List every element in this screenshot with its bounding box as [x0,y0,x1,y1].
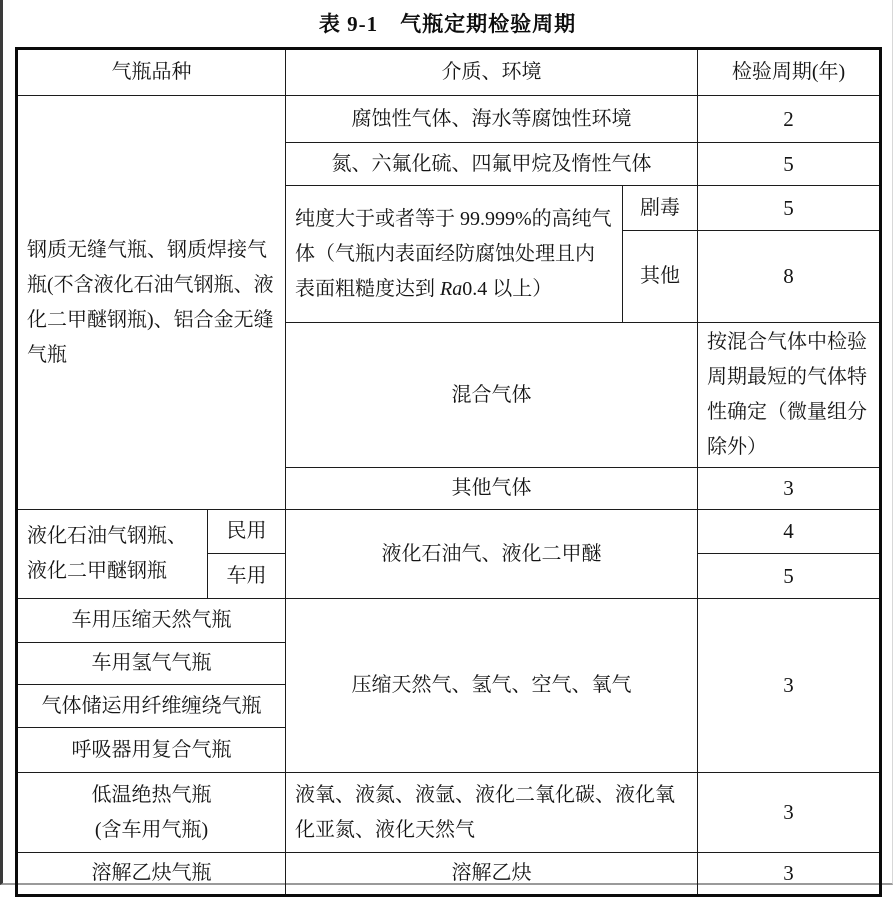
row-lpg-civil [17,510,881,554]
high-purity-text-prefix: 纯度大于或者等于 99.999%的高纯气体（气瓶内表面经防腐蚀处理且内表面粗糙度达到 [295,207,612,300]
cell-period-cryogenic: 3 [698,773,881,853]
cell-sub-other: 其他 [623,231,698,323]
cell-period-vehicle: 5 [698,554,881,599]
cryogenic-type-line1: 低温绝热气瓶 [91,783,212,806]
cell-medium-lpg: 液化石油气、液化二甲醚 [286,510,698,599]
cell-period-corrosive: 2 [698,96,881,143]
cell-sub-vehicle: 车用 [208,554,286,599]
cell-period-toxic: 5 [698,186,881,231]
cell-sub-civil: 民用 [208,510,286,554]
cell-type-cng: 车用压缩天然气瓶 [17,599,286,643]
cell-period-civil: 4 [698,510,881,554]
cell-period-other-gas: 3 [698,468,881,510]
cell-period-other: 8 [698,231,881,323]
cell-medium-mixed: 混合气体 [286,323,698,468]
table-title: 表 9-1 气瓶定期检验周期 [318,12,577,36]
cell-type-lpg: 液化石油气钢瓶、液化二甲醚钢瓶 [17,510,208,599]
cell-period-compressed: 3 [698,599,881,773]
cell-medium-compressed: 压缩天然气、氢气、空气、氧气 [286,599,698,773]
cell-type-fiber: 气体储运用纤维缠绕气瓶 [17,685,286,728]
header-row [17,49,881,96]
cell-medium-cryogenic: 液氧、液氮、液氩、液化二氧化碳、液化氧化亚氮、液化天然气 [286,773,698,853]
cell-type-steel-seamless: 钢质无缝气瓶、钢质焊接气瓶(不含液化石油气钢瓶、液化二甲醚钢瓶)、铝合金无缝气瓶 [17,96,286,510]
cell-period-acetylene: 3 [698,853,881,896]
row-acetylene [17,853,881,896]
header-period-years: 检验周期(年) [698,49,881,96]
cell-type-respirator: 呼吸器用复合气瓶 [17,728,286,773]
cell-period-mixed: 按混合气体中检验周期最短的气体特性确定（微量组分除外） [698,323,881,468]
header-cylinder-type: 气瓶品种 [17,49,286,96]
row-corrosive [17,96,881,143]
header-medium-env: 介质、环境 [286,49,698,96]
cell-type-cryogenic [17,773,286,853]
cell-sub-toxic: 剧毒 [623,186,698,231]
row-cng-vehicle [17,599,881,643]
cell-medium-acetylene: 溶解乙炔 [286,853,698,896]
high-purity-text-suffix: 0.4 以上） [462,277,553,300]
cell-type-acetylene: 溶解乙炔气瓶 [17,853,286,896]
cell-type-hydrogen: 车用氢气气瓶 [17,643,286,685]
cell-medium-corrosive: 腐蚀性气体、海水等腐蚀性环境 [286,96,698,143]
high-purity-ra-symbol: Ra [440,277,463,300]
cell-medium-other-gas: 其他气体 [286,468,698,510]
cell-medium-inert: 氮、六氟化硫、四氟甲烷及惰性气体 [286,143,698,186]
cell-medium-high-purity [286,186,623,323]
cell-period-inert: 5 [698,143,881,186]
cryogenic-type-line2: (含车用气瓶) [94,818,209,841]
row-cryogenic [17,773,881,853]
inspection-period-table [15,47,882,897]
